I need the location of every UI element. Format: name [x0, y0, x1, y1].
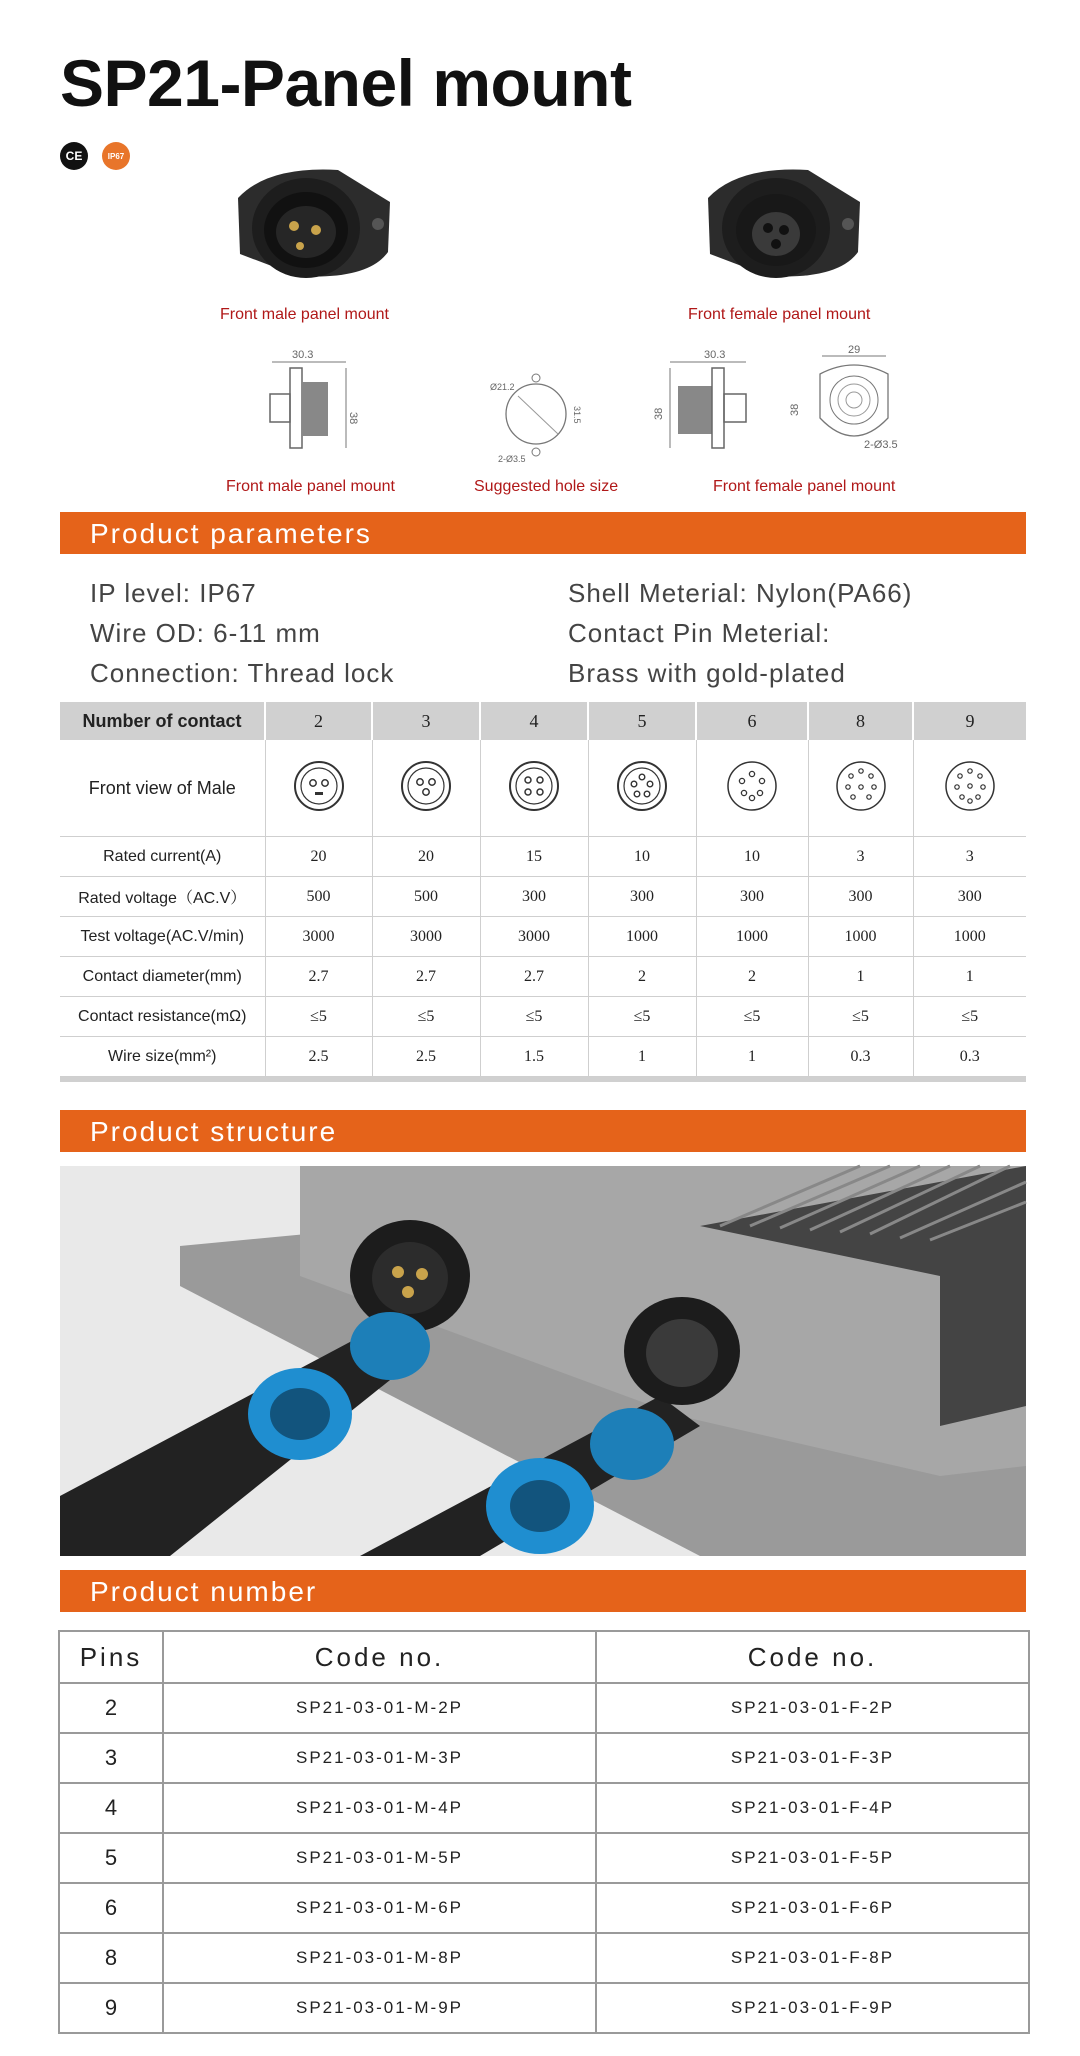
param-shell-material: Shell Meterial: Nylon(PA66)	[568, 578, 913, 608]
spec-row-label: Test voltage(AC.V/min)	[60, 917, 265, 957]
table-row	[59, 1883, 1029, 1933]
pin-layout-9-icon	[942, 758, 998, 814]
spec-header-cell: 9	[913, 702, 1026, 740]
param-wire-od: Wire OD: 6-11 mm	[90, 618, 321, 648]
male-code-cell: SP21-03-01-M-2P	[163, 1683, 596, 1733]
spec-cell: 2.7	[480, 957, 588, 997]
spec-table	[60, 702, 1026, 1077]
male-code-cell: SP21-03-01-M-5P	[163, 1833, 596, 1883]
spec-row-label: Contact diameter(mm)	[60, 957, 265, 997]
ce-mark-icon: CE	[60, 142, 88, 170]
female-width-dim: 30.3	[704, 349, 726, 361]
hole-diameter-dim: Ø21.2	[490, 382, 515, 392]
spec-cell: 2.5	[372, 1037, 480, 1077]
pins-cell: 2	[59, 1683, 163, 1733]
page-title: SP21-Panel mount	[60, 46, 632, 120]
female-panel-mount-image	[698, 158, 868, 290]
table-row	[59, 1783, 1029, 1833]
section-title: Product parameters	[90, 518, 372, 549]
pins-cell: 4	[59, 1783, 163, 1833]
spec-cell: 2.5	[265, 1037, 372, 1077]
spec-cell: 2	[696, 957, 808, 997]
section-title: Product number	[90, 1576, 318, 1607]
pins-cell: 6	[59, 1883, 163, 1933]
male-code-cell: SP21-03-01-M-9P	[163, 1983, 596, 2033]
male-width-dim: 30.3	[292, 349, 314, 361]
spec-header-cell: 8	[808, 702, 913, 740]
spec-cell: 1	[808, 957, 913, 997]
spec-cell: 2	[588, 957, 696, 997]
spec-cell: ≤5	[913, 997, 1026, 1037]
spec-header-label: Number of contact	[60, 702, 265, 740]
caption-front-male-photo: Front male panel mount	[220, 306, 389, 323]
spec-cell: 20	[265, 837, 372, 877]
female-code-cell: SP21-03-01-F-8P	[596, 1933, 1029, 1983]
param-ip-level: IP level: IP67	[90, 578, 257, 608]
spec-row-label: Rated current(A)	[60, 837, 265, 877]
section-header-parameters	[60, 512, 1026, 554]
spec-cell: 500	[372, 877, 480, 917]
female-screws-dim: 2-Ø3.5	[864, 439, 898, 451]
spec-row	[60, 837, 1026, 877]
table-row	[59, 1683, 1029, 1733]
male-side-drawing	[250, 346, 360, 464]
caption-front-male-drawing: Front male panel mount	[226, 478, 395, 495]
number-header-row	[59, 1631, 1029, 1683]
caption-front-female-photo: Front female panel mount	[688, 306, 871, 323]
spec-header-row	[60, 702, 1026, 740]
spec-cell: 300	[480, 877, 588, 917]
female-code-cell: SP21-03-01-F-5P	[596, 1833, 1029, 1883]
female-front-width-dim: 29	[848, 344, 861, 356]
param-pin-material-value: Brass with gold-plated	[568, 658, 846, 688]
pins-cell: 3	[59, 1733, 163, 1783]
param-connection: Connection: Thread lock	[90, 658, 395, 688]
pin-layout-2-icon	[291, 758, 347, 814]
pin-layout-5-icon	[614, 758, 670, 814]
spec-row	[60, 997, 1026, 1037]
female-code-cell: SP21-03-01-F-9P	[596, 1983, 1029, 2033]
table-row	[59, 1833, 1029, 1883]
female-code-cell: SP21-03-01-F-4P	[596, 1783, 1029, 1833]
caption-hole-size: Suggested hole size	[474, 478, 619, 495]
spec-header-cell: 4	[480, 702, 588, 740]
front-view-label: Front view of Male	[60, 740, 265, 837]
spec-cell: 2.7	[265, 957, 372, 997]
spec-cell: 3000	[480, 917, 588, 957]
pin-layout-6-icon	[724, 758, 780, 814]
male-height-dim: 38	[347, 412, 359, 425]
male-code-cell: SP21-03-01-M-6P	[163, 1883, 596, 1933]
spec-cell: 3000	[372, 917, 480, 957]
spec-cell: 300	[808, 877, 913, 917]
hole-size-drawing	[488, 366, 598, 466]
spec-header-cell: 3	[372, 702, 480, 740]
spec-cell: 500	[265, 877, 372, 917]
spec-cell: 300	[913, 877, 1026, 917]
pin-layout-8-icon	[833, 758, 889, 814]
spec-cell: 3000	[265, 917, 372, 957]
spec-cell: 2.7	[372, 957, 480, 997]
female-height-dim: 38	[653, 407, 665, 420]
product-number-table	[58, 1630, 1030, 2034]
spec-cell: 300	[696, 877, 808, 917]
front-view-row	[60, 740, 1026, 837]
product-structure-image	[60, 1166, 1026, 1556]
spec-cell: ≤5	[480, 997, 588, 1037]
spec-header-cell: 2	[265, 702, 372, 740]
pins-header: Pins	[59, 1631, 163, 1683]
spec-header-cell: 5	[588, 702, 696, 740]
spec-row-label: Contact resistance(mΩ)	[60, 997, 265, 1037]
pins-cell: 8	[59, 1933, 163, 1983]
spec-cell: 1	[588, 1037, 696, 1077]
section-header-number	[60, 1570, 1026, 1612]
spec-cell: ≤5	[265, 997, 372, 1037]
spec-row	[60, 1037, 1026, 1077]
caption-front-female-drawing: Front female panel mount	[713, 478, 896, 495]
spec-cell: 3	[808, 837, 913, 877]
hole-height-dim: 31.5	[572, 406, 582, 424]
spec-cell: ≤5	[808, 997, 913, 1037]
table-row	[59, 1933, 1029, 1983]
male-code-cell: SP21-03-01-M-8P	[163, 1933, 596, 1983]
spec-cell: 300	[588, 877, 696, 917]
spec-row-label: Wire size(mm²)	[60, 1037, 265, 1077]
spec-cell: 1000	[913, 917, 1026, 957]
female-front-drawing	[786, 344, 926, 464]
female-side-drawing	[653, 346, 770, 464]
pins-cell: 5	[59, 1833, 163, 1883]
section-header-structure	[60, 1110, 1026, 1152]
male-code-header: Code no.	[163, 1631, 596, 1683]
spec-row	[60, 877, 1026, 917]
female-code-cell: SP21-03-01-F-2P	[596, 1683, 1029, 1733]
female-front-height-dim: 38	[789, 403, 801, 416]
spec-cell: 10	[696, 837, 808, 877]
spec-cell: 3	[913, 837, 1026, 877]
ip67-badge-icon: IP67	[102, 142, 130, 170]
section-title: Product structure	[90, 1116, 338, 1147]
spec-cell: 0.3	[808, 1037, 913, 1077]
spec-cell: ≤5	[372, 997, 480, 1037]
spec-cell: 15	[480, 837, 588, 877]
female-code-cell: SP21-03-01-F-6P	[596, 1883, 1029, 1933]
spec-cell: 1	[696, 1037, 808, 1077]
male-code-cell: SP21-03-01-M-3P	[163, 1733, 596, 1783]
pin-layout-4-icon	[506, 758, 562, 814]
male-panel-mount-image	[228, 158, 398, 290]
spec-cell: ≤5	[588, 997, 696, 1037]
spec-cell: 0.3	[913, 1037, 1026, 1077]
spec-cell: 1000	[696, 917, 808, 957]
param-pin-material-label: Contact Pin Meterial:	[568, 618, 831, 648]
spec-header-cell: 6	[696, 702, 808, 740]
spec-row	[60, 917, 1026, 957]
spec-cell: 1000	[808, 917, 913, 957]
spec-table-footer-bar	[60, 1077, 1026, 1082]
spec-cell: 1000	[588, 917, 696, 957]
hole-screws-dim: 2-Ø3.5	[498, 454, 526, 464]
spec-cell: ≤5	[696, 997, 808, 1037]
female-code-cell: SP21-03-01-F-3P	[596, 1733, 1029, 1783]
spec-cell: 20	[372, 837, 480, 877]
table-row	[59, 1733, 1029, 1783]
male-code-cell: SP21-03-01-M-4P	[163, 1783, 596, 1833]
female-code-header: Code no.	[596, 1631, 1029, 1683]
pin-layout-3-icon	[398, 758, 454, 814]
spec-cell: 1.5	[480, 1037, 588, 1077]
spec-row-label: Rated voltage（AC.V）	[60, 877, 265, 917]
spec-row	[60, 957, 1026, 997]
spec-cell: 1	[913, 957, 1026, 997]
spec-cell: 10	[588, 837, 696, 877]
table-row	[59, 1983, 1029, 2033]
pins-cell: 9	[59, 1983, 163, 2033]
